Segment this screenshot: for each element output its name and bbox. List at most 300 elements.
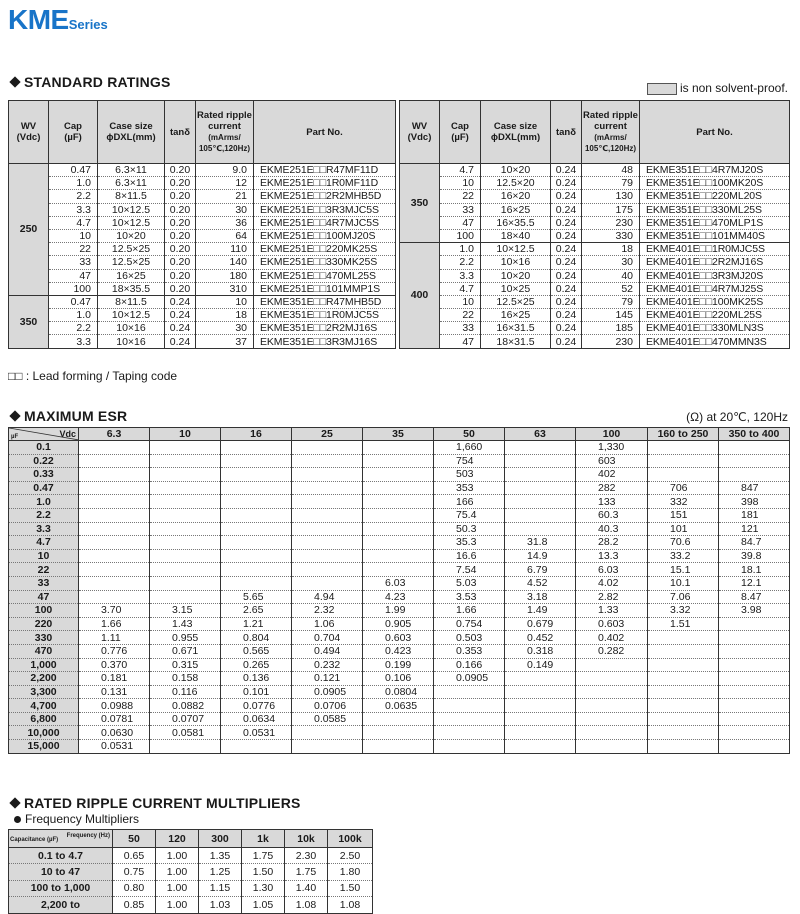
esr-value-cell: 60.3 (576, 508, 648, 522)
esr-column-header: 25 (292, 428, 363, 441)
case-cell: 10×16 (98, 335, 165, 348)
case-cell: 10×20 (481, 269, 551, 282)
esr-column-header: 10 (150, 428, 221, 441)
tan-cell: 0.24 (551, 203, 582, 216)
cap-cell: 100 (440, 229, 481, 242)
esr-value-cell (505, 481, 576, 495)
esr-value-cell (363, 522, 434, 536)
esr-value-cell: 0.101 (221, 685, 292, 699)
multiplier-cell: 1.75 (285, 864, 328, 880)
tan-cell: 0.20 (165, 164, 196, 177)
esr-value-cell: 0.166 (434, 658, 505, 672)
table-row (9, 590, 790, 604)
part-no-cell: EKME251E□□1R0MF11D (254, 177, 396, 190)
esr-value-cell: 5.65 (221, 590, 292, 604)
esr-value-cell: 0.0531 (79, 740, 150, 754)
esr-value-cell: 0.315 (150, 658, 221, 672)
standard-ratings-table-left (8, 100, 396, 349)
esr-value-cell (505, 740, 576, 754)
ripple-cell: 10 (196, 295, 254, 308)
capacitance-range-cell: 100 to 1,000 (9, 880, 113, 896)
wv-cell: 350 (9, 295, 49, 348)
esr-value-cell (292, 563, 363, 577)
table-row (9, 256, 396, 269)
table-row (9, 658, 790, 672)
table-row (9, 481, 790, 495)
esr-value-cell: 0.776 (79, 644, 150, 658)
tan-cell: 0.24 (551, 216, 582, 229)
table-row (9, 576, 790, 590)
esr-value-cell: 0.603 (363, 631, 434, 645)
esr-value-cell (505, 672, 576, 686)
header-wv-unit: (Vdc) (16, 132, 41, 143)
esr-value-cell: 0.0630 (79, 726, 150, 740)
esr-value-cell (363, 468, 434, 482)
esr-value-cell: 0.0706 (292, 699, 363, 713)
esr-value-cell (79, 563, 150, 577)
esr-value-cell: 353 (434, 481, 505, 495)
part-no-cell: EKME401E□□330MLN3S (640, 322, 790, 335)
esr-value-cell (719, 712, 790, 726)
esr-value-cell: 3.15 (150, 604, 221, 618)
tan-cell: 0.24 (551, 256, 582, 269)
table-row (9, 672, 790, 686)
esr-value-cell: 0.671 (150, 644, 221, 658)
header-cap-label: Cap (451, 121, 469, 132)
header-wv-unit: (Vdc) (407, 132, 432, 143)
part-no-cell: EKME401E□□220ML25S (640, 309, 790, 322)
ripple-corner-box (9, 830, 112, 847)
esr-value-cell (363, 712, 434, 726)
case-cell: 18×40 (481, 229, 551, 242)
header-ripple-label: Rated ripple current (583, 110, 638, 132)
table-row (9, 712, 790, 726)
esr-value-cell: 282 (576, 481, 648, 495)
esr-value-cell (576, 712, 648, 726)
esr-value-cell: 0.804 (221, 631, 292, 645)
esr-value-cell (719, 631, 790, 645)
esr-value-cell (79, 576, 150, 590)
esr-value-cell (363, 454, 434, 468)
table-row (9, 441, 790, 455)
cap-cell: 22 (440, 309, 481, 322)
esr-value-cell (150, 536, 221, 550)
esr-value-cell (292, 495, 363, 509)
esr-value-cell: 0.136 (221, 672, 292, 686)
multiplier-cell: 0.85 (113, 897, 156, 913)
header-wv-label: WV (20, 121, 37, 132)
case-cell: 10×12.5 (481, 243, 551, 256)
esr-value-cell (648, 468, 719, 482)
header-ripple-unit: (mArms/ 105℃,120Hz) (198, 133, 251, 153)
esr-value-cell: 6.03 (363, 576, 434, 590)
esr-value-cell (150, 481, 221, 495)
table-row (9, 322, 396, 335)
table-row (9, 243, 396, 256)
esr-value-cell (648, 685, 719, 699)
header-case-label: Case size (493, 121, 538, 132)
esr-value-cell: 1.51 (648, 617, 719, 631)
diamond-bullet-icon (9, 410, 20, 421)
table-row (9, 563, 790, 577)
multiplier-cell: 2.50 (328, 848, 373, 864)
ripple-cell: 110 (196, 243, 254, 256)
esr-value-cell (150, 495, 221, 509)
tan-cell: 0.24 (551, 164, 582, 177)
esr-value-cell (576, 685, 648, 699)
tan-cell: 0.24 (165, 309, 196, 322)
esr-value-cell (576, 740, 648, 754)
capacitance-cell: 4.7 (9, 536, 79, 550)
corner-capacitance: Capacitance (µF) (10, 837, 59, 843)
esr-value-cell (150, 508, 221, 522)
part-no-cell: EKME401E□□1R0MJC5S (640, 243, 790, 256)
capacitance-cell: 0.47 (9, 481, 79, 495)
cap-cell: 4.7 (440, 164, 481, 177)
esr-value-cell (221, 441, 292, 455)
esr-value-cell: 0.318 (505, 644, 576, 658)
tan-cell: 0.20 (165, 256, 196, 269)
capacitance-cell: 0.1 (9, 441, 79, 455)
capacitance-cell: 100 (9, 604, 79, 618)
part-no-cell: EKME401E□□470MMN3S (640, 335, 790, 348)
esr-value-cell: 75.4 (434, 508, 505, 522)
esr-value-cell (719, 740, 790, 754)
multiplier-cell: 0.75 (113, 864, 156, 880)
esr-value-cell: 7.54 (434, 563, 505, 577)
ripple-cell: 79 (582, 177, 640, 190)
table-row (400, 203, 790, 216)
esr-column-header: 160 to 250 (648, 428, 719, 441)
esr-value-cell: 0.0776 (221, 699, 292, 713)
esr-value-cell (79, 536, 150, 550)
esr-value-cell: 1.43 (150, 617, 221, 631)
case-cell: 18×31.5 (481, 335, 551, 348)
tan-cell: 0.20 (165, 243, 196, 256)
cap-cell: 47 (440, 335, 481, 348)
multiplier-cell: 1.00 (156, 897, 199, 913)
esr-value-cell: 101 (648, 522, 719, 536)
esr-value-cell: 0.121 (292, 672, 363, 686)
case-cell: 16×20 (481, 190, 551, 203)
capacitance-cell: 3.3 (9, 522, 79, 536)
esr-value-cell (221, 495, 292, 509)
header-tan-label: tanδ (169, 126, 190, 138)
esr-value-cell (150, 590, 221, 604)
esr-value-cell: 0.679 (505, 617, 576, 631)
esr-value-cell (150, 740, 221, 754)
header-wv-label: WV (411, 121, 428, 132)
esr-value-cell: 31.8 (505, 536, 576, 550)
esr-value-cell (719, 617, 790, 631)
esr-value-cell (505, 712, 576, 726)
esr-value-cell (434, 699, 505, 713)
esr-value-cell: 1.99 (363, 604, 434, 618)
cap-cell: 4.7 (49, 216, 98, 229)
esr-value-cell: 603 (576, 454, 648, 468)
legend: is non solvent-proof. (647, 81, 788, 95)
bullet-dot-icon (14, 816, 21, 823)
esr-value-cell: 1.66 (79, 617, 150, 631)
case-cell: 8×11.5 (98, 190, 165, 203)
tan-cell: 0.20 (165, 190, 196, 203)
lead-forming-note: □□ : Lead forming / Taping code (8, 369, 178, 383)
esr-value-cell (505, 441, 576, 455)
esr-value-cell (292, 468, 363, 482)
ripple-cell: 175 (582, 203, 640, 216)
esr-value-cell: 1.33 (576, 604, 648, 618)
ripple-cell: 36 (196, 216, 254, 229)
table-row (9, 309, 396, 322)
esr-value-cell (719, 468, 790, 482)
esr-value-cell (292, 441, 363, 455)
frequency-column-header: 50 (113, 830, 156, 848)
case-cell: 10×20 (98, 229, 165, 242)
esr-value-cell (150, 576, 221, 590)
esr-value-cell (648, 658, 719, 672)
ripple-cell: 52 (582, 282, 640, 295)
table-row (400, 229, 790, 242)
cap-cell: 4.7 (440, 282, 481, 295)
ripple-cell: 130 (582, 190, 640, 203)
tan-cell: 0.20 (165, 282, 196, 295)
cap-cell: 2.2 (49, 190, 98, 203)
esr-value-cell: 0.0531 (221, 726, 292, 740)
part-no-cell: EKME351E□□4R7MJ20S (640, 164, 790, 177)
corner-voltage: Vdc (59, 429, 76, 439)
part-no-cell: EKME351E□□R47MHB5D (254, 295, 396, 308)
esr-value-cell (292, 508, 363, 522)
ripple-cell: 64 (196, 229, 254, 242)
part-no-cell: EKME251E□□101MMP1S (254, 282, 396, 295)
cap-cell: 22 (49, 243, 98, 256)
multiplier-cell: 1.00 (156, 880, 199, 896)
part-no-cell: EKME401E□□4R7MJ25S (640, 282, 790, 295)
esr-corner-box (9, 428, 78, 440)
esr-value-cell (150, 441, 221, 455)
table-row (9, 495, 790, 509)
frequency-column-header: 100k (328, 830, 373, 848)
cap-cell: 1.0 (440, 243, 481, 256)
part-no-cell: EKME251E□□470ML25S (254, 269, 396, 282)
cap-cell: 10 (440, 295, 481, 308)
frequency-column-header: 10k (285, 830, 328, 848)
esr-value-cell: 0.353 (434, 644, 505, 658)
esr-value-cell (363, 508, 434, 522)
esr-value-cell: 3.53 (434, 590, 505, 604)
table-row (9, 617, 790, 631)
esr-value-cell (719, 672, 790, 686)
esr-value-cell: 0.754 (434, 617, 505, 631)
table-row (9, 164, 396, 177)
case-cell: 10×12.5 (98, 203, 165, 216)
esr-value-cell: 0.0882 (150, 699, 221, 713)
esr-value-cell (79, 522, 150, 536)
diamond-bullet-icon (9, 797, 20, 808)
cap-cell: 1.0 (49, 309, 98, 322)
esr-value-cell: 0.131 (79, 685, 150, 699)
esr-value-cell: 1.11 (79, 631, 150, 645)
capacitance-cell: 6,800 (9, 712, 79, 726)
esr-column-header: 16 (221, 428, 292, 441)
esr-value-cell (79, 590, 150, 604)
table-row (400, 269, 790, 282)
esr-value-cell (79, 454, 150, 468)
ripple-cell: 12 (196, 177, 254, 190)
esr-condition: (Ω) at 20℃, 120Hz (686, 410, 788, 424)
case-cell: 12.5×25 (481, 295, 551, 308)
header-tan-label: tanδ (555, 126, 576, 138)
ripple-cell: 40 (582, 269, 640, 282)
esr-value-cell (648, 726, 719, 740)
header-ripple (582, 101, 640, 164)
ripple-cell: 18 (582, 243, 640, 256)
cap-cell: 1.0 (49, 177, 98, 190)
case-cell: 12.5×25 (98, 256, 165, 269)
esr-value-cell: 0.905 (363, 617, 434, 631)
header-case-unit: ϕDXL(mm) (106, 132, 156, 143)
part-no-cell: EKME251E□□330MK25S (254, 256, 396, 269)
ripple-cell: 9.0 (196, 164, 254, 177)
esr-value-cell (363, 726, 434, 740)
esr-value-cell: 1.49 (505, 604, 576, 618)
cap-cell: 3.3 (440, 269, 481, 282)
esr-value-cell (79, 481, 150, 495)
ripple-cell: 18 (196, 309, 254, 322)
ripple-multipliers-table (8, 829, 373, 914)
case-cell: 10×25 (481, 282, 551, 295)
cap-cell: 47 (49, 269, 98, 282)
standard-ratings-heading: STANDARD RATINGS (8, 74, 171, 90)
esr-value-cell: 7.06 (648, 590, 719, 604)
esr-column-header: 350 to 400 (719, 428, 790, 441)
frequency-column-header: 120 (156, 830, 199, 848)
esr-value-cell: 0.0585 (292, 712, 363, 726)
table-row (9, 536, 790, 550)
esr-value-cell: 847 (719, 481, 790, 495)
esr-value-cell (292, 536, 363, 550)
esr-value-cell: 0.0905 (434, 672, 505, 686)
esr-value-cell: 84.7 (719, 536, 790, 550)
esr-value-cell (150, 468, 221, 482)
tan-cell: 0.20 (165, 177, 196, 190)
capacitance-range-cell: 2,200 to (9, 897, 113, 913)
ripple-cell: 180 (196, 269, 254, 282)
esr-value-cell: 0.0634 (221, 712, 292, 726)
case-cell: 10×20 (481, 164, 551, 177)
header-part (640, 101, 790, 164)
esr-value-cell: 0.565 (221, 644, 292, 658)
part-no-cell: EKME351E□□220ML20S (640, 190, 790, 203)
esr-value-cell: 14.9 (505, 549, 576, 563)
esr-value-cell (434, 726, 505, 740)
table-row (400, 164, 790, 177)
multiplier-cell: 1.35 (199, 848, 242, 864)
tan-cell: 0.24 (551, 282, 582, 295)
esr-value-cell (719, 644, 790, 658)
esr-value-cell (648, 699, 719, 713)
header-ripple-unit: (mArms/ 105℃,120Hz) (584, 133, 637, 153)
part-no-cell: EKME351E□□1R0MJC5S (254, 309, 396, 322)
esr-value-cell: 12.1 (719, 576, 790, 590)
esr-value-cell: 8.47 (719, 590, 790, 604)
esr-value-cell: 402 (576, 468, 648, 482)
esr-value-cell: 1,330 (576, 441, 648, 455)
capacitance-range-cell: 10 to 47 (9, 864, 113, 880)
multiplier-cell: 1.40 (285, 880, 328, 896)
ripple-cell: 330 (582, 229, 640, 242)
header-cap-unit: (µF) (64, 132, 82, 143)
table-row (9, 848, 373, 864)
ripple-cell: 30 (196, 203, 254, 216)
part-no-cell: EKME351E□□2R2MJ16S (254, 322, 396, 335)
table-row (400, 295, 790, 308)
esr-value-cell (150, 549, 221, 563)
part-no-cell: EKME251E□□100MJ20S (254, 229, 396, 242)
header-cap (49, 101, 98, 164)
esr-value-cell: 0.0581 (150, 726, 221, 740)
esr-value-cell: 0.181 (79, 672, 150, 686)
esr-column-header: 63 (505, 428, 576, 441)
cap-cell: 2.2 (49, 322, 98, 335)
table-row (9, 685, 790, 699)
cap-cell: 3.3 (49, 203, 98, 216)
esr-value-cell (363, 563, 434, 577)
capacitance-cell: 47 (9, 590, 79, 604)
esr-value-cell: 0.452 (505, 631, 576, 645)
esr-value-cell: 3.70 (79, 604, 150, 618)
esr-value-cell: 503 (434, 468, 505, 482)
case-cell: 16×25 (481, 203, 551, 216)
esr-value-cell (505, 495, 576, 509)
cap-cell: 47 (440, 216, 481, 229)
esr-value-cell (505, 522, 576, 536)
multiplier-cell: 1.75 (242, 848, 285, 864)
esr-value-cell (363, 549, 434, 563)
case-cell: 10×12.5 (98, 216, 165, 229)
table-row (9, 454, 790, 468)
table-row (9, 604, 790, 618)
esr-value-cell: 0.158 (150, 672, 221, 686)
esr-value-cell: 6.79 (505, 563, 576, 577)
esr-value-cell: 3.18 (505, 590, 576, 604)
table-row (9, 880, 373, 896)
case-cell: 12.5×25 (98, 243, 165, 256)
part-no-cell: EKME401E□□2R2MJ16S (640, 256, 790, 269)
esr-value-cell: 4.02 (576, 576, 648, 590)
case-cell: 6.3×11 (98, 177, 165, 190)
esr-value-cell: 0.116 (150, 685, 221, 699)
multiplier-cell: 1.08 (328, 897, 373, 913)
esr-value-cell: 5.03 (434, 576, 505, 590)
esr-value-cell (292, 481, 363, 495)
wv-cell: 400 (400, 243, 440, 349)
esr-value-cell (648, 454, 719, 468)
capacitance-cell: 0.22 (9, 454, 79, 468)
esr-value-cell: 70.6 (648, 536, 719, 550)
esr-value-cell: 1,660 (434, 441, 505, 455)
esr-value-cell: 754 (434, 454, 505, 468)
capacitance-cell: 470 (9, 644, 79, 658)
esr-value-cell: 39.8 (719, 549, 790, 563)
multiplier-cell: 1.00 (156, 864, 199, 880)
capacitance-cell: 1.0 (9, 495, 79, 509)
table-row (9, 699, 790, 713)
esr-value-cell: 0.282 (576, 644, 648, 658)
esr-value-cell (221, 740, 292, 754)
header-wv (9, 101, 49, 164)
esr-value-cell: 0.603 (576, 617, 648, 631)
